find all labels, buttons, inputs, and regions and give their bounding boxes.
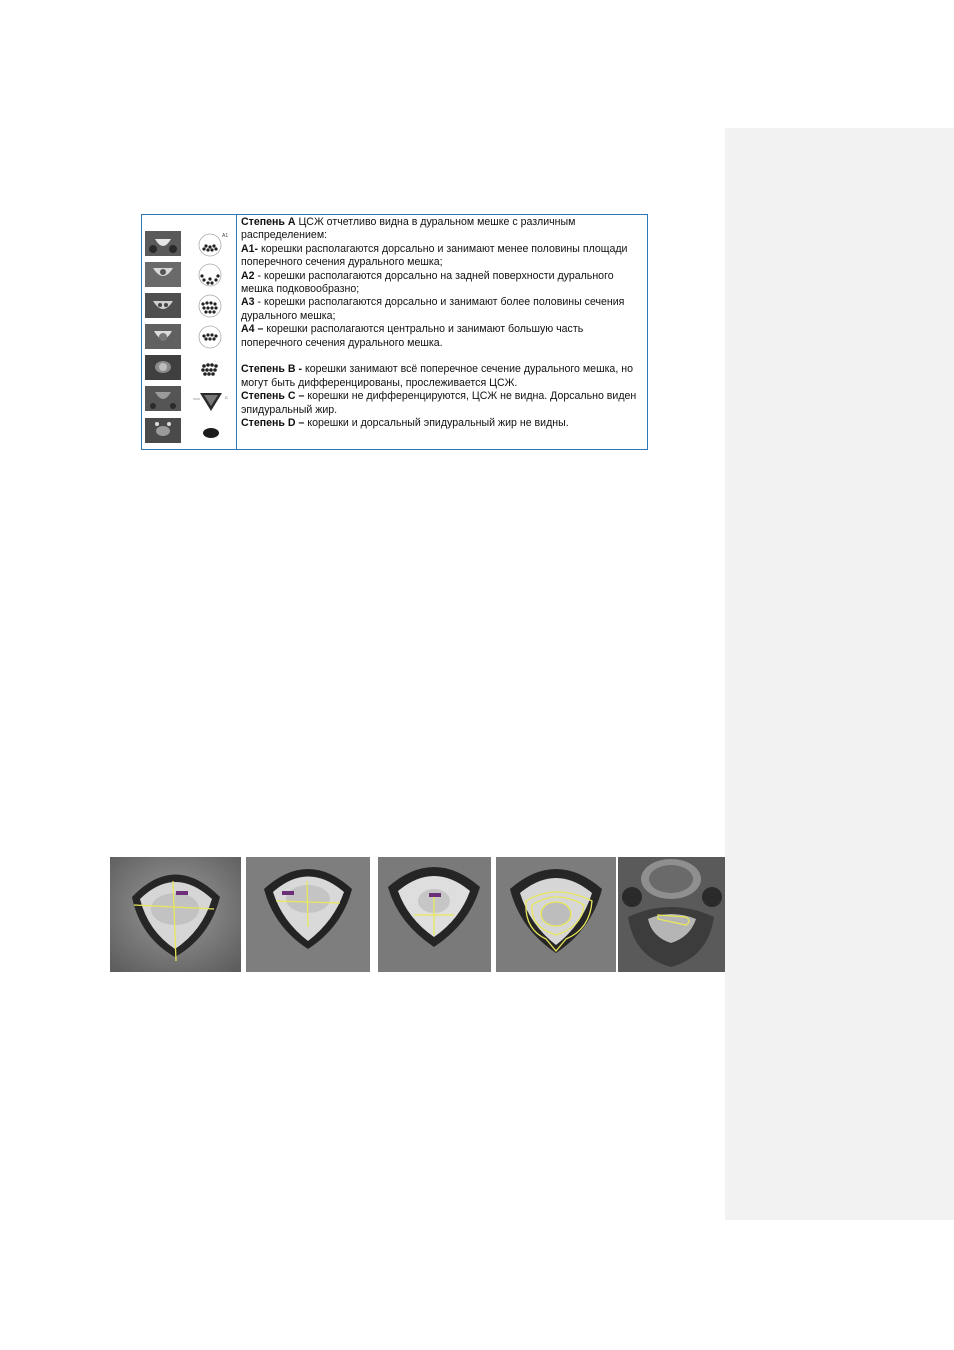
a2-label: А2 — [241, 269, 255, 282]
grade-d-title: Степень D – — [241, 417, 305, 430]
grade-b-text: корешки занимают всё поперечное сечение дурального мешка, но могут быть дифференцированы, прослеживается ЦСЖ. — [241, 363, 633, 389]
a1-label: А1- — [241, 242, 259, 255]
mri-image-cross-measure-2 — [246, 857, 370, 972]
diagram-b — [192, 357, 232, 383]
classification-text — [241, 216, 645, 430]
grade-a-paragraph — [241, 216, 645, 243]
column-divider — [236, 215, 237, 449]
grade-a-title: Степень А — [241, 216, 296, 228]
grade-b-title: Степень В - — [241, 363, 302, 376]
stenosis-classification-figure — [141, 214, 648, 450]
a1-paragraph — [241, 243, 645, 270]
grade-d-paragraph — [241, 417, 645, 430]
mri-thumbnail-c — [145, 386, 181, 411]
diagram-c — [192, 387, 236, 415]
svg-text:A1: A1 — [222, 233, 229, 239]
comment-pane — [725, 128, 954, 1220]
mri-image-contour-area — [496, 857, 616, 972]
grade-c-text: корешки не дифференцируются, ЦСЖ не видна. Дорсально виден эпидуральный жир. — [241, 390, 637, 416]
mri-thumbnail-a2 — [145, 262, 181, 287]
mri-thumbnail-a4 — [145, 324, 181, 349]
a3-label: А3 — [241, 296, 255, 309]
diagram-a3 — [192, 293, 232, 319]
mri-image-strip — [0, 857, 954, 972]
mri-image-t2-sac-outline — [618, 857, 725, 972]
diagram-d — [192, 421, 232, 443]
grade-c-title: Степень С – — [241, 390, 305, 403]
a4-text: корешки располагаются центрально и занимают большую часть поперечного сечения дурального мешка. — [241, 323, 584, 349]
grade-d-text: корешки и дорсальный эпидуральный жир не видны. — [304, 417, 569, 430]
mri-thumbnail-d — [145, 418, 181, 443]
mri-thumbnail-a3 — [145, 293, 181, 318]
mri-image-cross-measure-3 — [378, 857, 491, 972]
grade-b-paragraph — [241, 363, 645, 390]
a3-paragraph — [241, 296, 645, 323]
mri-image-cross-measure-1 — [110, 857, 241, 972]
diagram-a1 — [192, 231, 232, 257]
a2-paragraph — [241, 270, 645, 297]
a4-label: А4 – — [241, 323, 264, 336]
diagram-a4 — [192, 324, 232, 350]
mri-thumbnail-b — [145, 355, 181, 380]
a4-paragraph — [241, 323, 645, 350]
a2-text: - корешки располагаются дорсально на задней поверхности дурального мешка подковообразно; — [241, 269, 614, 296]
a1-text: корешки располагаются дорсально и занимают менее половины площади поперечного сечения дурального мешка; — [241, 242, 628, 269]
svg-text:C: C — [225, 395, 228, 400]
mri-thumbnail-a1 — [145, 231, 181, 256]
grade-a-text: ЦСЖ отчетливо видна в дуральном мешке с различным распределением: — [241, 216, 576, 242]
grade-c-paragraph — [241, 390, 645, 417]
diagram-a2 — [192, 262, 232, 288]
a3-text: - корешки располагаются дорсально и занимают более половины сечения дурального мешка; — [241, 296, 625, 322]
